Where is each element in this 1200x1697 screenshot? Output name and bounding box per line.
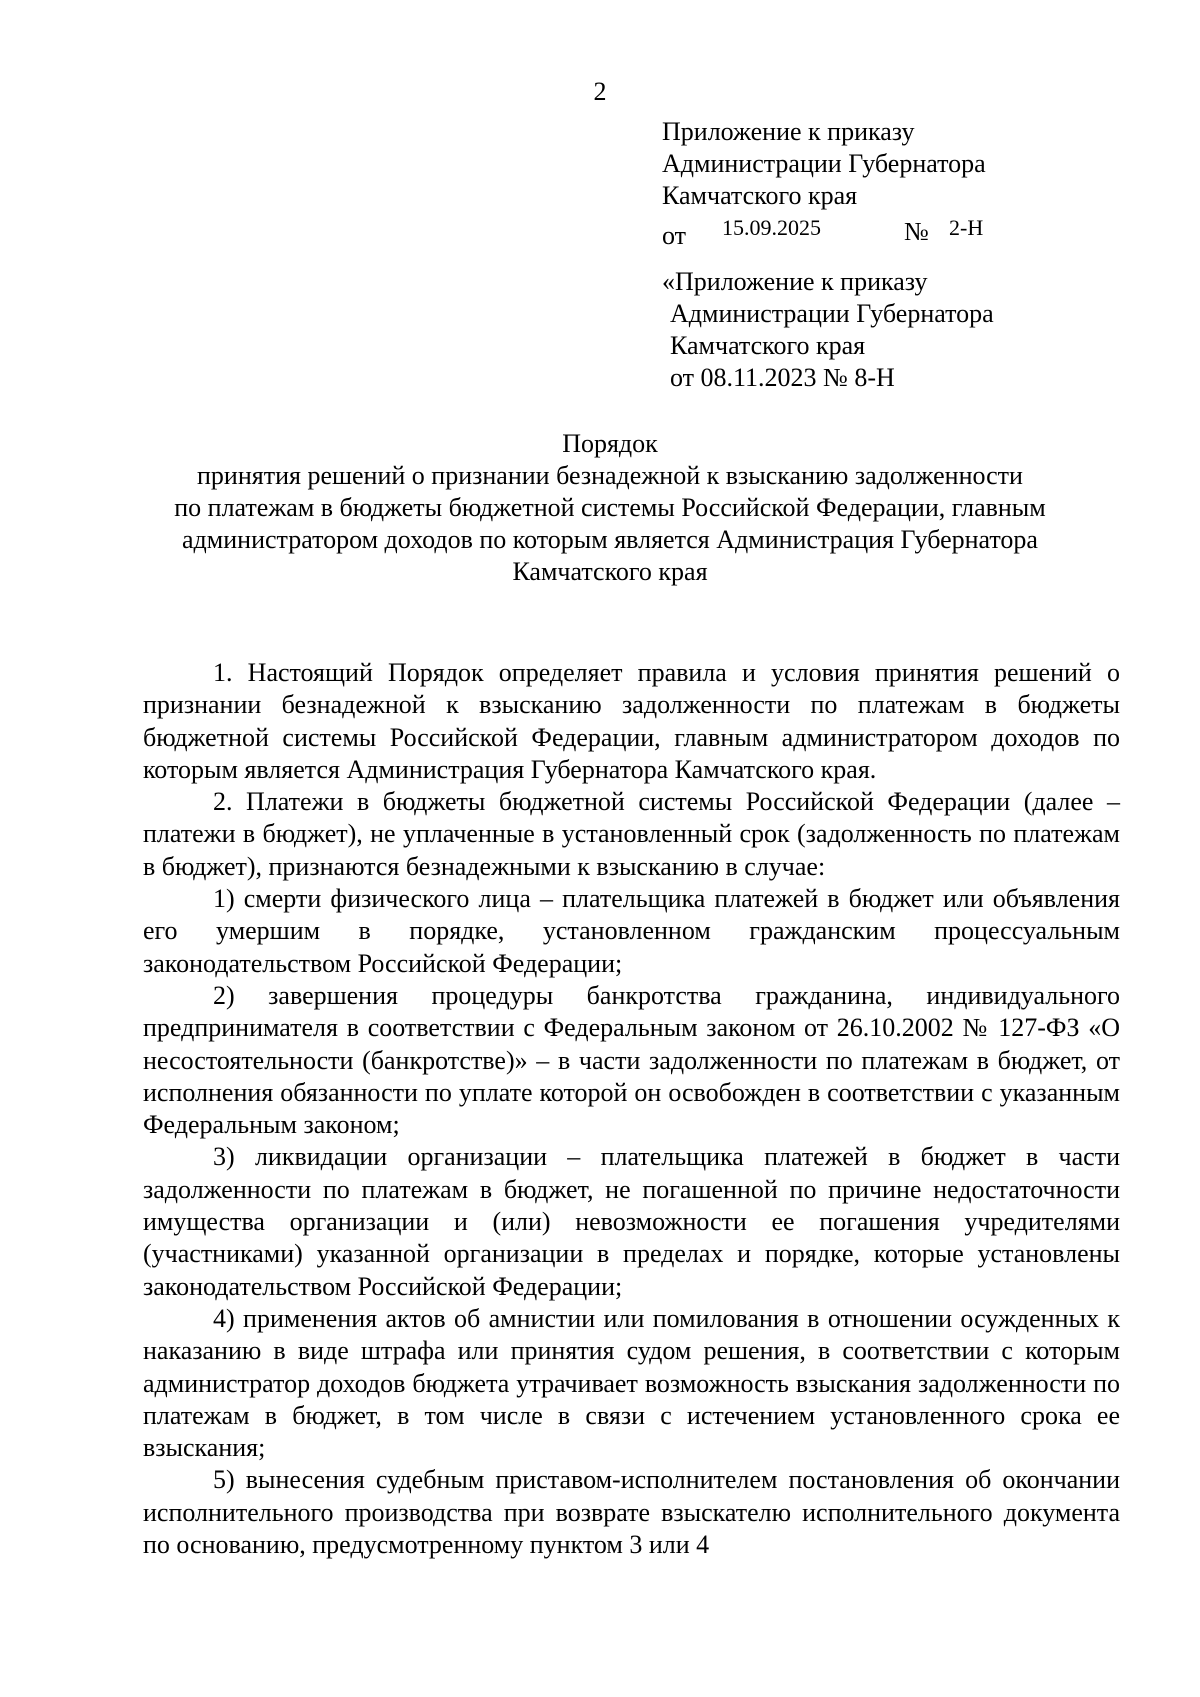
- body-paragraph: 1) смерти физического лица – плательщика платежей в бюджет или объявления его умершим в порядке, установленном гражданским процессуальным законодательством Российской Федерации;: [143, 884, 1120, 978]
- body-paragraph: 2. Платежи в бюджеты бюджетной системы Российской Федерации (далее – платежи в бюджет), не уплаченные в установленный срок (задолженность по платежам в бюджет), признаются безнадежными к взысканию в случае:: [143, 787, 1120, 881]
- appendix-line: Администрации Губернатора: [662, 149, 986, 178]
- appendix-line: Приложение к приказу: [662, 117, 915, 146]
- body-paragraph: 4) применения актов об амнистии или помилования в отношении осужденных к наказанию в виде штрафа или принятия судом решения, в соответствии с которым администратор доходов бюджета утрачивает возможность взыскания задолженности по платежам в бюджет, в том числе в связи с истечением установленного срока ее взыскания;: [143, 1303, 1120, 1463]
- appendix-line: от 08.11.2023 № 8-Н: [670, 363, 895, 392]
- title-line: администратором доходов по которым является Администрация Губернатора: [182, 525, 1038, 554]
- order-number: 2-Н: [949, 215, 984, 240]
- title-line: принятия решений о признании безнадежной к взысканию задолженности: [197, 461, 1023, 490]
- appendix-header-previous: [662, 266, 1142, 394]
- title-line: Камчатского края: [512, 557, 708, 586]
- document-title: [130, 428, 1090, 588]
- appendix-header-current: [662, 116, 1142, 252]
- page-number: 2: [593, 77, 607, 106]
- document-body: [143, 657, 1120, 1561]
- appendix-line: «Приложение к приказу: [662, 267, 928, 296]
- title-line: Порядок: [562, 429, 658, 458]
- body-paragraph: 2) завершения процедуры банкротства гражданина, индивидуального предпринимателя в соответствии с Федеральным законом от 26.10.2002 № 127-ФЗ «О несостоятельности (банкротстве)» – в части задолженности по платежам в бюджет, от исполнения обязанности по уплате которой он освобожден в соответствии с указанным Федеральным законом;: [143, 980, 1120, 1140]
- appendix-line: Администрации Губернатора: [670, 299, 994, 328]
- order-date-number-line: [662, 212, 1142, 252]
- order-date: 15.09.2025: [722, 215, 821, 240]
- appendix-line: Камчатского края: [662, 181, 858, 210]
- body-paragraph: 1. Настоящий Порядок определяет правила и условия принятия решений о признании безнадежной к взысканию задолженности по платежам в бюджеты бюджетной системы Российской Федерации, главным администратором доходов по которым является Администрация Губернатора Камчатского края.: [143, 658, 1120, 784]
- body-paragraph: 3) ликвидации организации – плательщика платежей в бюджет в части задолженности по платежам в бюджет, не погашенной по причине недостаточности имущества организации и (или) невозможности ее погашения учредителями (участниками) указанной организации в пределах и порядке, которые установлены законодательством Российской Федерации;: [143, 1142, 1120, 1301]
- body-paragraph: 5) вынесения судебным приставом-исполнителем постановления об окончании исполнительного производства при возврате взыскателю исполнительного документа по основанию, предусмотренному пунктом 3 или 4: [143, 1465, 1120, 1560]
- appendix-line: Камчатского края: [670, 331, 866, 360]
- from-label: от: [662, 221, 687, 250]
- title-line: по платежам в бюджеты бюджетной системы Российской Федерации, главным: [174, 493, 1046, 522]
- number-label: №: [904, 217, 929, 246]
